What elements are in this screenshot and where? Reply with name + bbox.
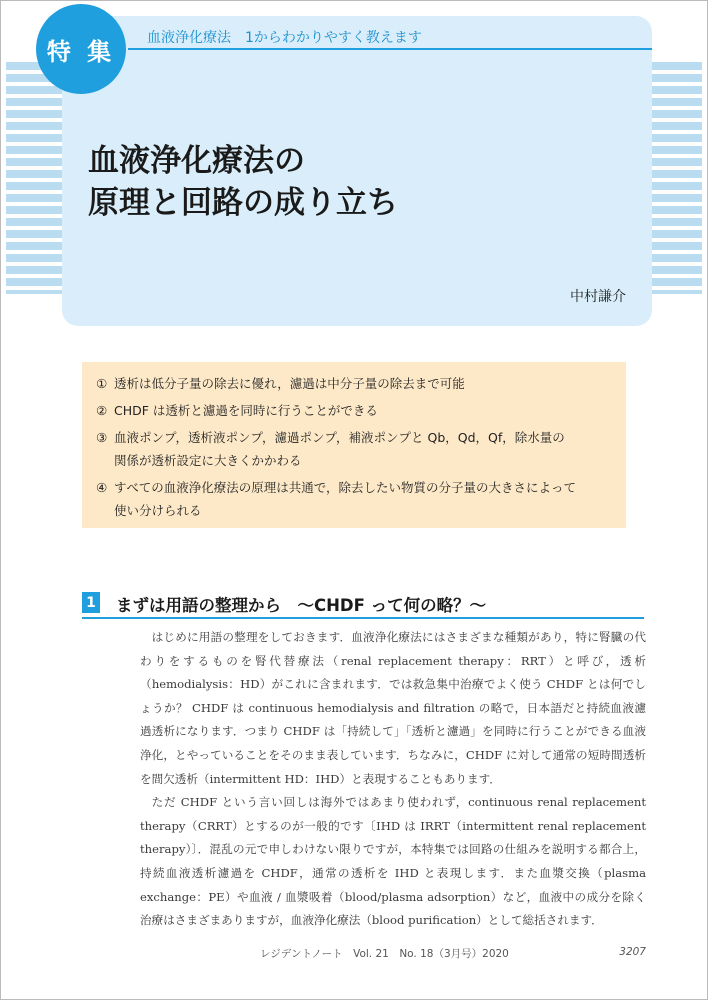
summary-item [96, 426, 612, 472]
summary-text: 関係が透析設定に大きくかかわる [114, 453, 302, 468]
summary-text: 血液ポンプ，透析液ポンプ，濾過ポンプ，補液ポンプと Qb，Qd，Qf，除水量の [114, 430, 565, 445]
section-number: 1 [82, 592, 100, 613]
section-title: まずは用語の整理から ～CHDF って何の略？～ [116, 596, 487, 615]
paragraph: ただ CHDF という言い回しは海外ではあまり使われず，continuous renal replacement therapy（CRRT）とするのが一般的です〔IHD は IRRT（intermittent renal replacement therapy）〕．混乱の元で申しわけない限りですが，本特集では回路の仕組みを説明する都合上，持続血液透析濾過を CHDF，通常の透析を IHD と表現します．また血漿交換（plasma exchange：PE）や血液 / 血漿吸着（blood/plasma adsorption）など，血液中の成分を除く治療はさまざまありますが，血液浄化療法（blood purification）として総括されます． [140, 795, 646, 928]
summary-number: ② [96, 403, 108, 418]
journal-footer: レジデントノート Vol. 21 No. 18（3月号）2020 [260, 948, 509, 960]
tokushu-badge: 特 集 [36, 4, 126, 94]
summary-item [96, 399, 612, 422]
page-number: 3207 [619, 946, 646, 958]
summary-number: ① [96, 376, 108, 391]
summary-text: 透析は低分子量の除去に優れ，濾過は中分子量の除去まで可能 [114, 376, 465, 391]
summary-number: ③ [96, 430, 108, 445]
article-title [88, 140, 398, 224]
series-rule [128, 48, 652, 50]
section-rule [82, 617, 644, 619]
decorative-stripes-right [646, 62, 702, 294]
summary-text: すべての血液浄化療法の原理は共通で，除去したい物質の分子量の大きさによって [114, 480, 577, 495]
summary-number: ④ [96, 480, 108, 495]
summary-text: 使い分けられる [114, 503, 202, 518]
article-title-line2: 原理と回路の成り立ち [88, 185, 398, 221]
author-name: 中村謙介 [570, 289, 626, 305]
summary-item [96, 476, 612, 522]
paragraph: はじめに用語の整理をしておきます．血液浄化療法にはさまざまな種類があり，特に腎臓の代わりをするものを腎代替療法（renal replacement therapy：RRT）と呼び，透析（hemodialysis：HD）がこれに含まれます．では救急集中治療でよく使う CHDF とは何でしょうか？ CHDF は continuous hemodialysis and filtration の略で，日本語だと持続血液濾過透析になります．つまり CHDF は「持続して」「透析と濾過」を同時に行うことができる血液浄化，とやっていることをそのまま表しています．ちなみに，CHDF に対して通常の短時間透析を間欠透析（intermittent HD：IHD）と表現することもあります． [140, 630, 646, 786]
body-text [140, 626, 646, 933]
summary-text: CHDF は透析と濾過を同時に行うことができる [114, 403, 378, 418]
article-title-line1: 血液浄化療法の [88, 143, 305, 179]
decorative-stripes-left [6, 62, 68, 294]
summary-item [96, 372, 612, 395]
summary-box [82, 362, 626, 528]
section-heading [82, 592, 644, 618]
series-title: 血液浄化療法 1からわかりやすく教えます [147, 30, 422, 46]
